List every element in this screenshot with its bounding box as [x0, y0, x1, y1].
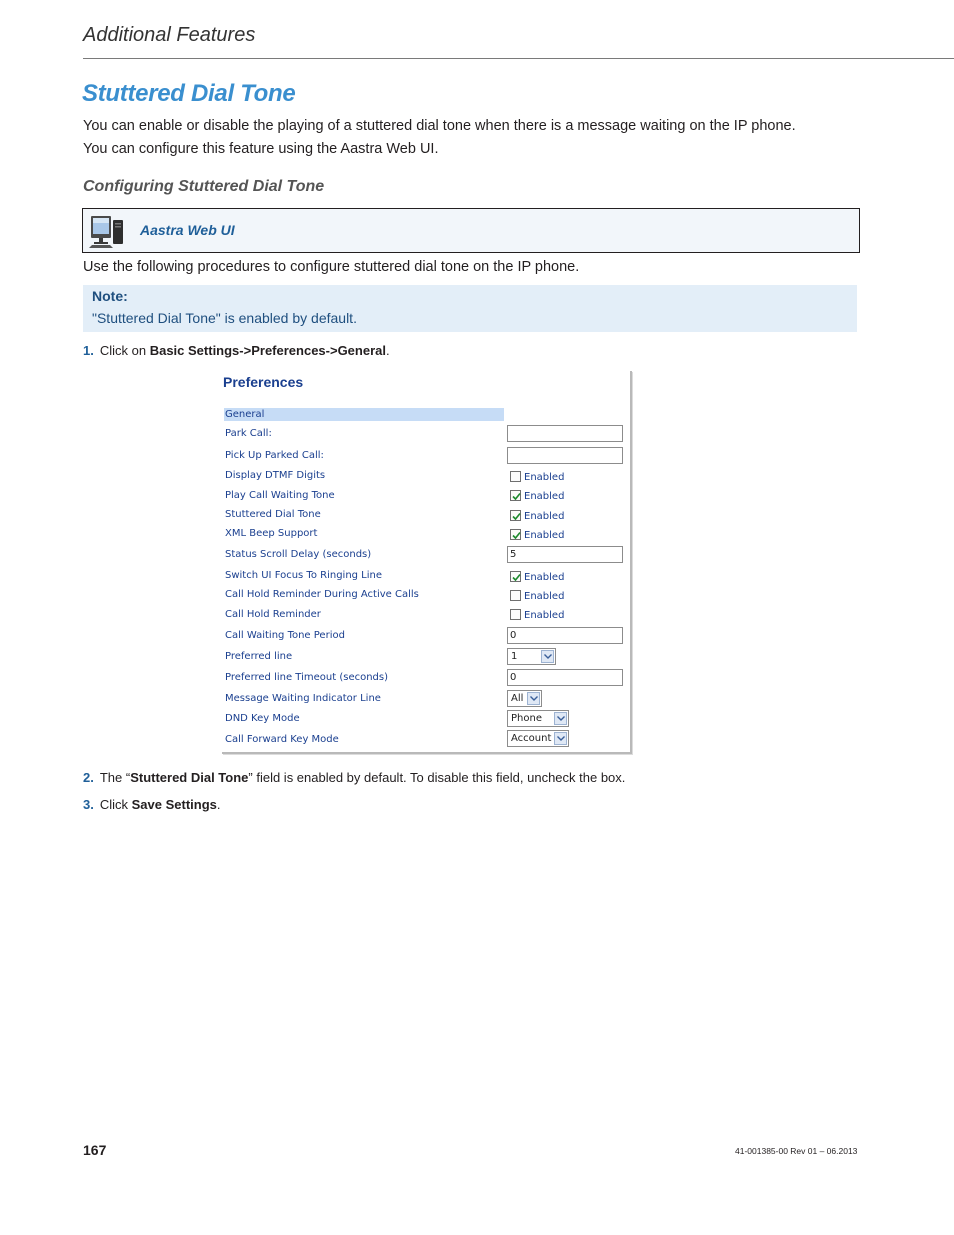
focus-ringing-label: Switch UI Focus To Ringing Line	[225, 570, 383, 581]
park-call-label: Park Call:	[225, 428, 272, 439]
note-label: Note:	[92, 288, 128, 304]
page-number: 167	[83, 1142, 107, 1158]
waiting-period-label: Call Waiting Tone Period	[225, 630, 345, 641]
checkmark-icon	[511, 491, 522, 502]
chevron-down-icon[interactable]	[554, 732, 567, 745]
dnd-mode-value: Phone	[511, 713, 542, 724]
note-box	[83, 285, 857, 332]
step-2	[83, 770, 625, 785]
call-waiting-tone-label: Play Call Waiting Tone	[225, 490, 335, 501]
hold-reminder-active-label: Call Hold Reminder During Active Calls	[225, 589, 419, 600]
document-id: 41-001385-00 Rev 01 – 06.2013	[735, 1146, 858, 1156]
mwi-line-select[interactable]	[507, 690, 542, 707]
chevron-down-icon[interactable]	[541, 650, 554, 663]
step-1	[83, 343, 390, 358]
step-text: Click on	[99, 343, 150, 358]
preferred-timeout-input[interactable]: 0	[507, 669, 623, 686]
subheading: Configuring Stuttered Dial Tone	[83, 178, 325, 195]
call-waiting-tone-checkbox[interactable]	[510, 490, 521, 501]
preferences-title: Preferences	[223, 374, 304, 390]
checkmark-icon	[511, 511, 522, 522]
enabled-label: Enabled	[524, 572, 565, 583]
cfwd-mode-select[interactable]	[507, 730, 569, 747]
header-title: Additional Features	[83, 24, 256, 46]
scroll-delay-input[interactable]: 5	[507, 546, 623, 563]
step-number: 3.	[83, 797, 94, 812]
step-number: 1.	[83, 343, 94, 358]
enabled-label: Enabled	[524, 610, 565, 621]
step-text-end: ” field is enabled by default. To disable this field, uncheck the box.	[248, 770, 626, 785]
header-rule	[83, 58, 954, 59]
enabled-label: Enabled	[524, 491, 565, 502]
intro-line-1: You can enable or disable the playing of a stuttered dial tone when there is a message waiting on the IP phone.	[83, 118, 796, 134]
xml-beep-checkbox[interactable]	[510, 529, 521, 540]
scroll-delay-label: Status Scroll Delay (seconds)	[225, 549, 372, 560]
step-emphasis: Basic Settings->Preferences->General	[149, 343, 386, 358]
stuttered-dial-tone-checkbox[interactable]	[510, 510, 521, 521]
step-text: Click	[99, 797, 132, 812]
checkmark-icon	[511, 572, 522, 583]
hold-reminder-active-checkbox[interactable]	[510, 590, 521, 601]
stuttered-dial-tone-label: Stuttered Dial Tone	[225, 509, 321, 520]
intro-line-2: You can configure this feature using the Aastra Web UI.	[83, 141, 439, 157]
preferred-timeout-label: Preferred line Timeout (seconds)	[225, 672, 389, 683]
step-3	[83, 797, 221, 812]
waiting-period-input[interactable]: 0	[507, 627, 623, 644]
computer-icon	[89, 214, 127, 248]
preferences-screenshot	[222, 371, 632, 754]
step-text-end: .	[385, 343, 390, 358]
chevron-down-icon[interactable]	[554, 712, 567, 725]
hold-reminder-label: Call Hold Reminder	[225, 609, 321, 620]
step-text: The “	[99, 770, 131, 785]
pickup-parked-call-label: Pick Up Parked Call:	[225, 450, 324, 461]
preferred-line-label: Preferred line	[225, 651, 293, 662]
step-emphasis: Stuttered Dial Tone	[130, 770, 249, 785]
mwi-line-label: Message Waiting Indicator Line	[225, 693, 381, 704]
display-dtmf-checkbox[interactable]	[510, 471, 521, 482]
hold-reminder-checkbox[interactable]	[510, 609, 521, 620]
step-number: 2.	[83, 770, 94, 785]
checkmark-icon	[511, 530, 522, 541]
cfwd-mode-label: Call Forward Key Mode	[225, 734, 339, 745]
step-text-end: .	[216, 797, 221, 812]
enabled-label: Enabled	[524, 472, 565, 483]
chevron-down-icon[interactable]	[527, 692, 540, 705]
dnd-mode-select[interactable]	[507, 710, 569, 727]
section-title: Stuttered Dial Tone	[82, 80, 296, 107]
enabled-label: Enabled	[524, 511, 565, 522]
preferred-line-select[interactable]	[507, 648, 556, 665]
park-call-input[interactable]	[507, 425, 623, 442]
pickup-parked-call-input[interactable]	[507, 447, 623, 464]
enabled-label: Enabled	[524, 591, 565, 602]
enabled-label: Enabled	[524, 530, 565, 541]
web-ui-banner	[82, 208, 860, 253]
preferences-group-general: General	[224, 408, 504, 421]
mwi-line-value: All	[511, 693, 524, 704]
display-dtmf-label: Display DTMF Digits	[225, 470, 326, 481]
procedure-intro: Use the following procedures to configure stuttered dial tone on the IP phone.	[83, 259, 580, 275]
preferred-line-value: 1	[511, 651, 518, 662]
xml-beep-label: XML Beep Support	[225, 528, 318, 539]
dnd-mode-label: DND Key Mode	[225, 713, 300, 724]
note-text: "Stuttered Dial Tone" is enabled by default.	[92, 310, 357, 326]
focus-ringing-checkbox[interactable]	[510, 571, 521, 582]
step-emphasis: Save Settings	[131, 797, 217, 812]
cfwd-mode-value: Account	[511, 733, 552, 744]
web-ui-label: Aastra Web UI	[140, 222, 235, 238]
